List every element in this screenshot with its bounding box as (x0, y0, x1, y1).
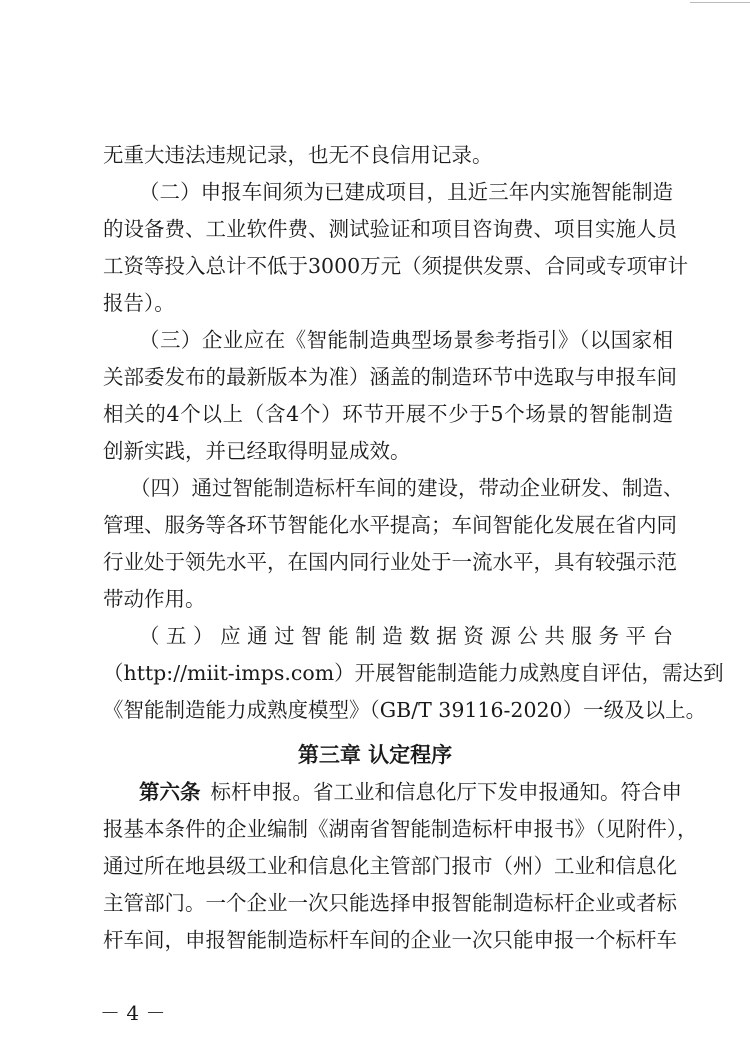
text-line: （三）企业应在《智能制造典型场景参考指引》（以国家相 (139, 328, 673, 352)
article-6-first-line (103, 777, 682, 807)
text-line: （二）申报车间须为已建成项目，且近三年内实施智能制造 (139, 180, 673, 204)
text-line: 报告）。 (103, 291, 175, 315)
text-line: 杆车间，申报智能制造标杆车间的企业一次只能申报一个标杆车 (103, 928, 677, 952)
chapter-heading: 第三章 认定程序 (297, 743, 453, 767)
text-line: 相关的4个以上（含4个）环节开展不少于5个场景的智能制造 (103, 402, 673, 426)
text-line: 关部委发布的最新版本为准）涵盖的制造环节中选取与申报车间 (103, 365, 677, 389)
text-line: 创新实践，并已经取得明显成效。 (103, 439, 411, 463)
text-line: 通过所在地县级工业和信息化主管部门报市（州）工业和信息化 (103, 854, 677, 878)
page-number: － 4 － (100, 1001, 166, 1025)
text-line: 无重大违法违规记录，也无不良信用记录。 (103, 143, 493, 167)
text-line: 工资等投入总计不低于3000万元（须提供发票、合同或专项审计 (103, 254, 689, 278)
text-line: （四）通过智能制造标杆车间的建设，带动企业研发、制造、 (130, 476, 684, 500)
text-line: 《智能制造能力成熟度模型》（GB/T 39116-2020）一级及以上。 (103, 698, 707, 722)
article-label: 第六条 (139, 780, 201, 804)
text-line: 的设备费、工业软件费、测试验证和项目咨询费、项目实施人员 (103, 217, 677, 241)
text-line: （五）应通过智能制造数据资源公共服务平台 (139, 624, 673, 648)
text-line: 带动作用。 (103, 587, 206, 611)
text-line: 管理、服务等各环节智能化水平提高；车间智能化发展在省内同 (103, 513, 677, 537)
text-line: 主管部门。一个企业一次只能选择申报智能制造标杆企业或者标 (103, 891, 677, 915)
top-edge-line (690, 2, 750, 3)
text-line: 行业处于领先水平，在国内同行业处于一流水平，具有较强示范 (103, 550, 677, 574)
text-line: 报基本条件的企业编制《湖南省智能制造标杆申报书》（见附件）， (103, 817, 698, 841)
text-line: （http://miit-imps.com）开展智能制造能力成熟度自评估，需达到 (103, 661, 724, 685)
text-line: 标杆申报。省工业和信息化厅下发申报通知。符合申 (210, 780, 682, 804)
